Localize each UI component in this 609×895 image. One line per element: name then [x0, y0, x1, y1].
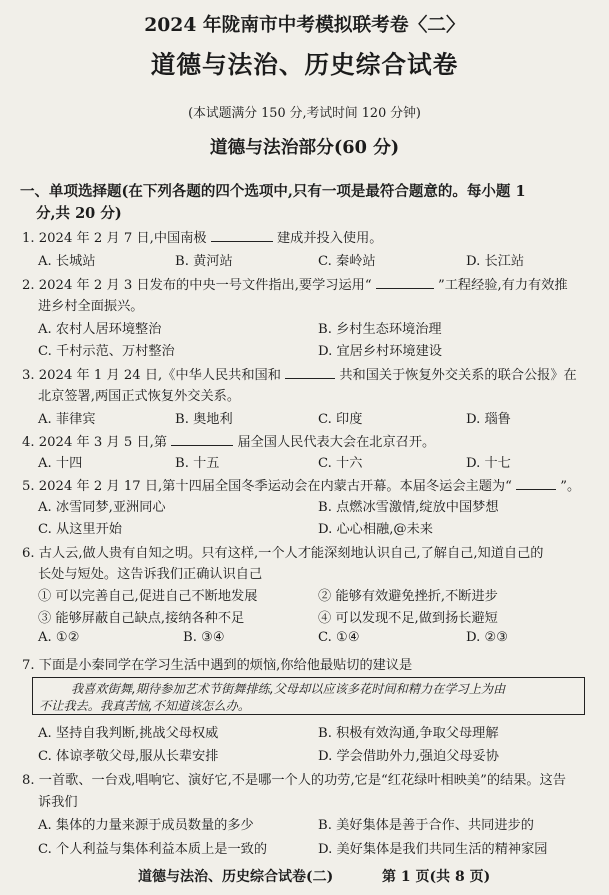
answer-blank	[211, 229, 273, 242]
question-4-text: 4. 2024 年 3 月 5 日,第	[22, 435, 168, 450]
option-b: B. 点燃冰雪激情,绽放中国梦想	[318, 500, 499, 515]
option-b: B. ③④	[183, 630, 225, 645]
question-3	[22, 364, 577, 383]
option-b: B. 美好集体是善于合作、共同进步的	[318, 818, 534, 833]
question-5-text: 5. 2024 年 2 月 17 日,第十四届全国冬季运动会在内蒙古开幕。本届冬运会主题为“	[22, 479, 512, 494]
answer-blank	[376, 276, 434, 289]
option-b: B. 奥地利	[175, 412, 233, 427]
section-heading: 一、单项选择题(在下列各题的四个选项中,只有一项是最符合题意的。每小题 1	[20, 183, 526, 200]
question-4-text-end: 届全国人民代表大会在北京召开。	[237, 435, 436, 450]
statement-3: ③ 能够屏蔽自己缺点,接纳各种不足	[38, 611, 245, 626]
answer-blank	[171, 433, 233, 446]
option-c: C. 秦岭站	[318, 254, 376, 269]
option-a: A. 冰雪同梦,亚洲同心	[38, 500, 166, 515]
exam-note: (本试题满分 150 分,考试时间 120 分钟)	[188, 106, 421, 121]
option-d: D. 十七	[466, 456, 511, 471]
option-b: B. 积极有效沟通,争取父母理解	[318, 726, 499, 741]
option-c: C. 体谅孝敬父母,服从长辈安排	[38, 749, 219, 764]
option-c: C. 十六	[318, 456, 363, 471]
option-a: A. 菲律宾	[38, 412, 96, 427]
question-3-text-end: 共和国关于恢复外交关系的联合公报》在	[339, 368, 577, 383]
option-c: C. 印度	[318, 412, 363, 427]
option-a: A. 集体的力量来源于成员数量的多少	[38, 818, 254, 833]
option-d: D. 美好集体是我们共同生活的精神家园	[318, 842, 548, 857]
part-title: 道德与法治部分(60 分)	[209, 137, 400, 158]
option-d: D. 学会借助外力,强迫父母妥协	[318, 749, 499, 764]
option-a: A. ①②	[38, 630, 80, 645]
option-d: D. 宜居乡村环境建设	[318, 344, 442, 359]
section-heading-cont: 分,共 20 分)	[36, 205, 122, 222]
answer-blank	[516, 477, 556, 490]
question-5	[22, 475, 580, 494]
question-8-cont: 诉我们	[38, 795, 78, 810]
scenario-text-cont: 不让我去。我真苦恼,不知道该怎么办。	[39, 699, 251, 713]
exam-title: 2024 年陇南市中考模拟联考卷〈二〉	[144, 14, 465, 36]
question-5-text-end: ”。	[560, 479, 581, 494]
question-1-text-end: 建成并投入使用。	[277, 231, 383, 246]
scenario-text: 我喜欢街舞,期待参加艺术节街舞排练,父母却以应该多花时间和精力在学习上为由	[71, 682, 506, 696]
answer-blank	[285, 366, 335, 379]
statement-2: ② 能够有效避免挫折,不断进步	[318, 589, 498, 604]
question-4	[22, 431, 435, 450]
statement-4: ④ 可以发现不足,做到扬长避短	[318, 611, 498, 626]
question-3-text: 3. 2024 年 1 月 24 日,《中华人民共和国和	[22, 368, 281, 383]
option-b: B. 十五	[175, 456, 220, 471]
option-c: C. 从这里开始	[38, 522, 122, 537]
option-a: A. 十四	[38, 456, 83, 471]
question-1	[22, 227, 383, 246]
question-1-text: 1. 2024 年 2 月 7 日,中国南极	[22, 231, 207, 246]
statement-1: ① 可以完善自己,促进自己不断地发展	[38, 589, 258, 604]
question-2	[22, 274, 568, 293]
option-c: C. 个人利益与集体利益本质上是一致的	[38, 842, 268, 857]
option-d: D. 瑙鲁	[466, 412, 511, 427]
option-b: B. 黄河站	[175, 254, 233, 269]
option-c: C. ①④	[318, 630, 360, 645]
option-a: A. 坚持自我判断,挑战父母权威	[38, 726, 219, 741]
footer-title: 道德与法治、历史综合试卷(二)	[138, 869, 334, 885]
question-7: 7. 下面是小秦同学在学习生活中遇到的烦恼,你给他最贴切的建议是	[22, 658, 413, 673]
question-6-cont: 长处与短处。这告诉我们正确认识自己	[38, 567, 263, 582]
option-d: D. ②③	[466, 630, 509, 645]
option-d: D. 心心相融,@未来	[318, 522, 433, 537]
option-c: C. 千村示范、万村整治	[38, 344, 175, 359]
question-2-text: 2. 2024 年 2 月 3 日发布的中央一号文件指出,要学习运用“	[22, 278, 372, 293]
subject-title: 道德与法治、历史综合试卷	[150, 50, 459, 79]
scenario-box	[32, 677, 585, 715]
question-2-cont: 进乡村全面振兴。	[38, 299, 144, 314]
question-2-text-end: ”工程经验,有力有效推	[437, 278, 568, 293]
question-6: 6. 古人云,做人贵有自知之明。只有这样,一个人才能深刻地认识自己,了解自己,知道自己的	[22, 546, 544, 561]
option-d: D. 长江站	[466, 254, 525, 269]
option-a: A. 农村人居环境整治	[38, 322, 162, 337]
question-3-cont: 北京签署,两国正式恢复外交关系。	[38, 389, 241, 404]
option-b: B. 乡村生态环境治理	[318, 322, 442, 337]
option-a: A. 长城站	[38, 254, 96, 269]
question-8: 8. 一首歌、一台戏,唱响它、演好它,不是哪一个人的功劳,它是“红花绿叶相映美”的结果。这告	[22, 773, 566, 788]
page-number: 第 1 页(共 8 页)	[382, 869, 491, 885]
